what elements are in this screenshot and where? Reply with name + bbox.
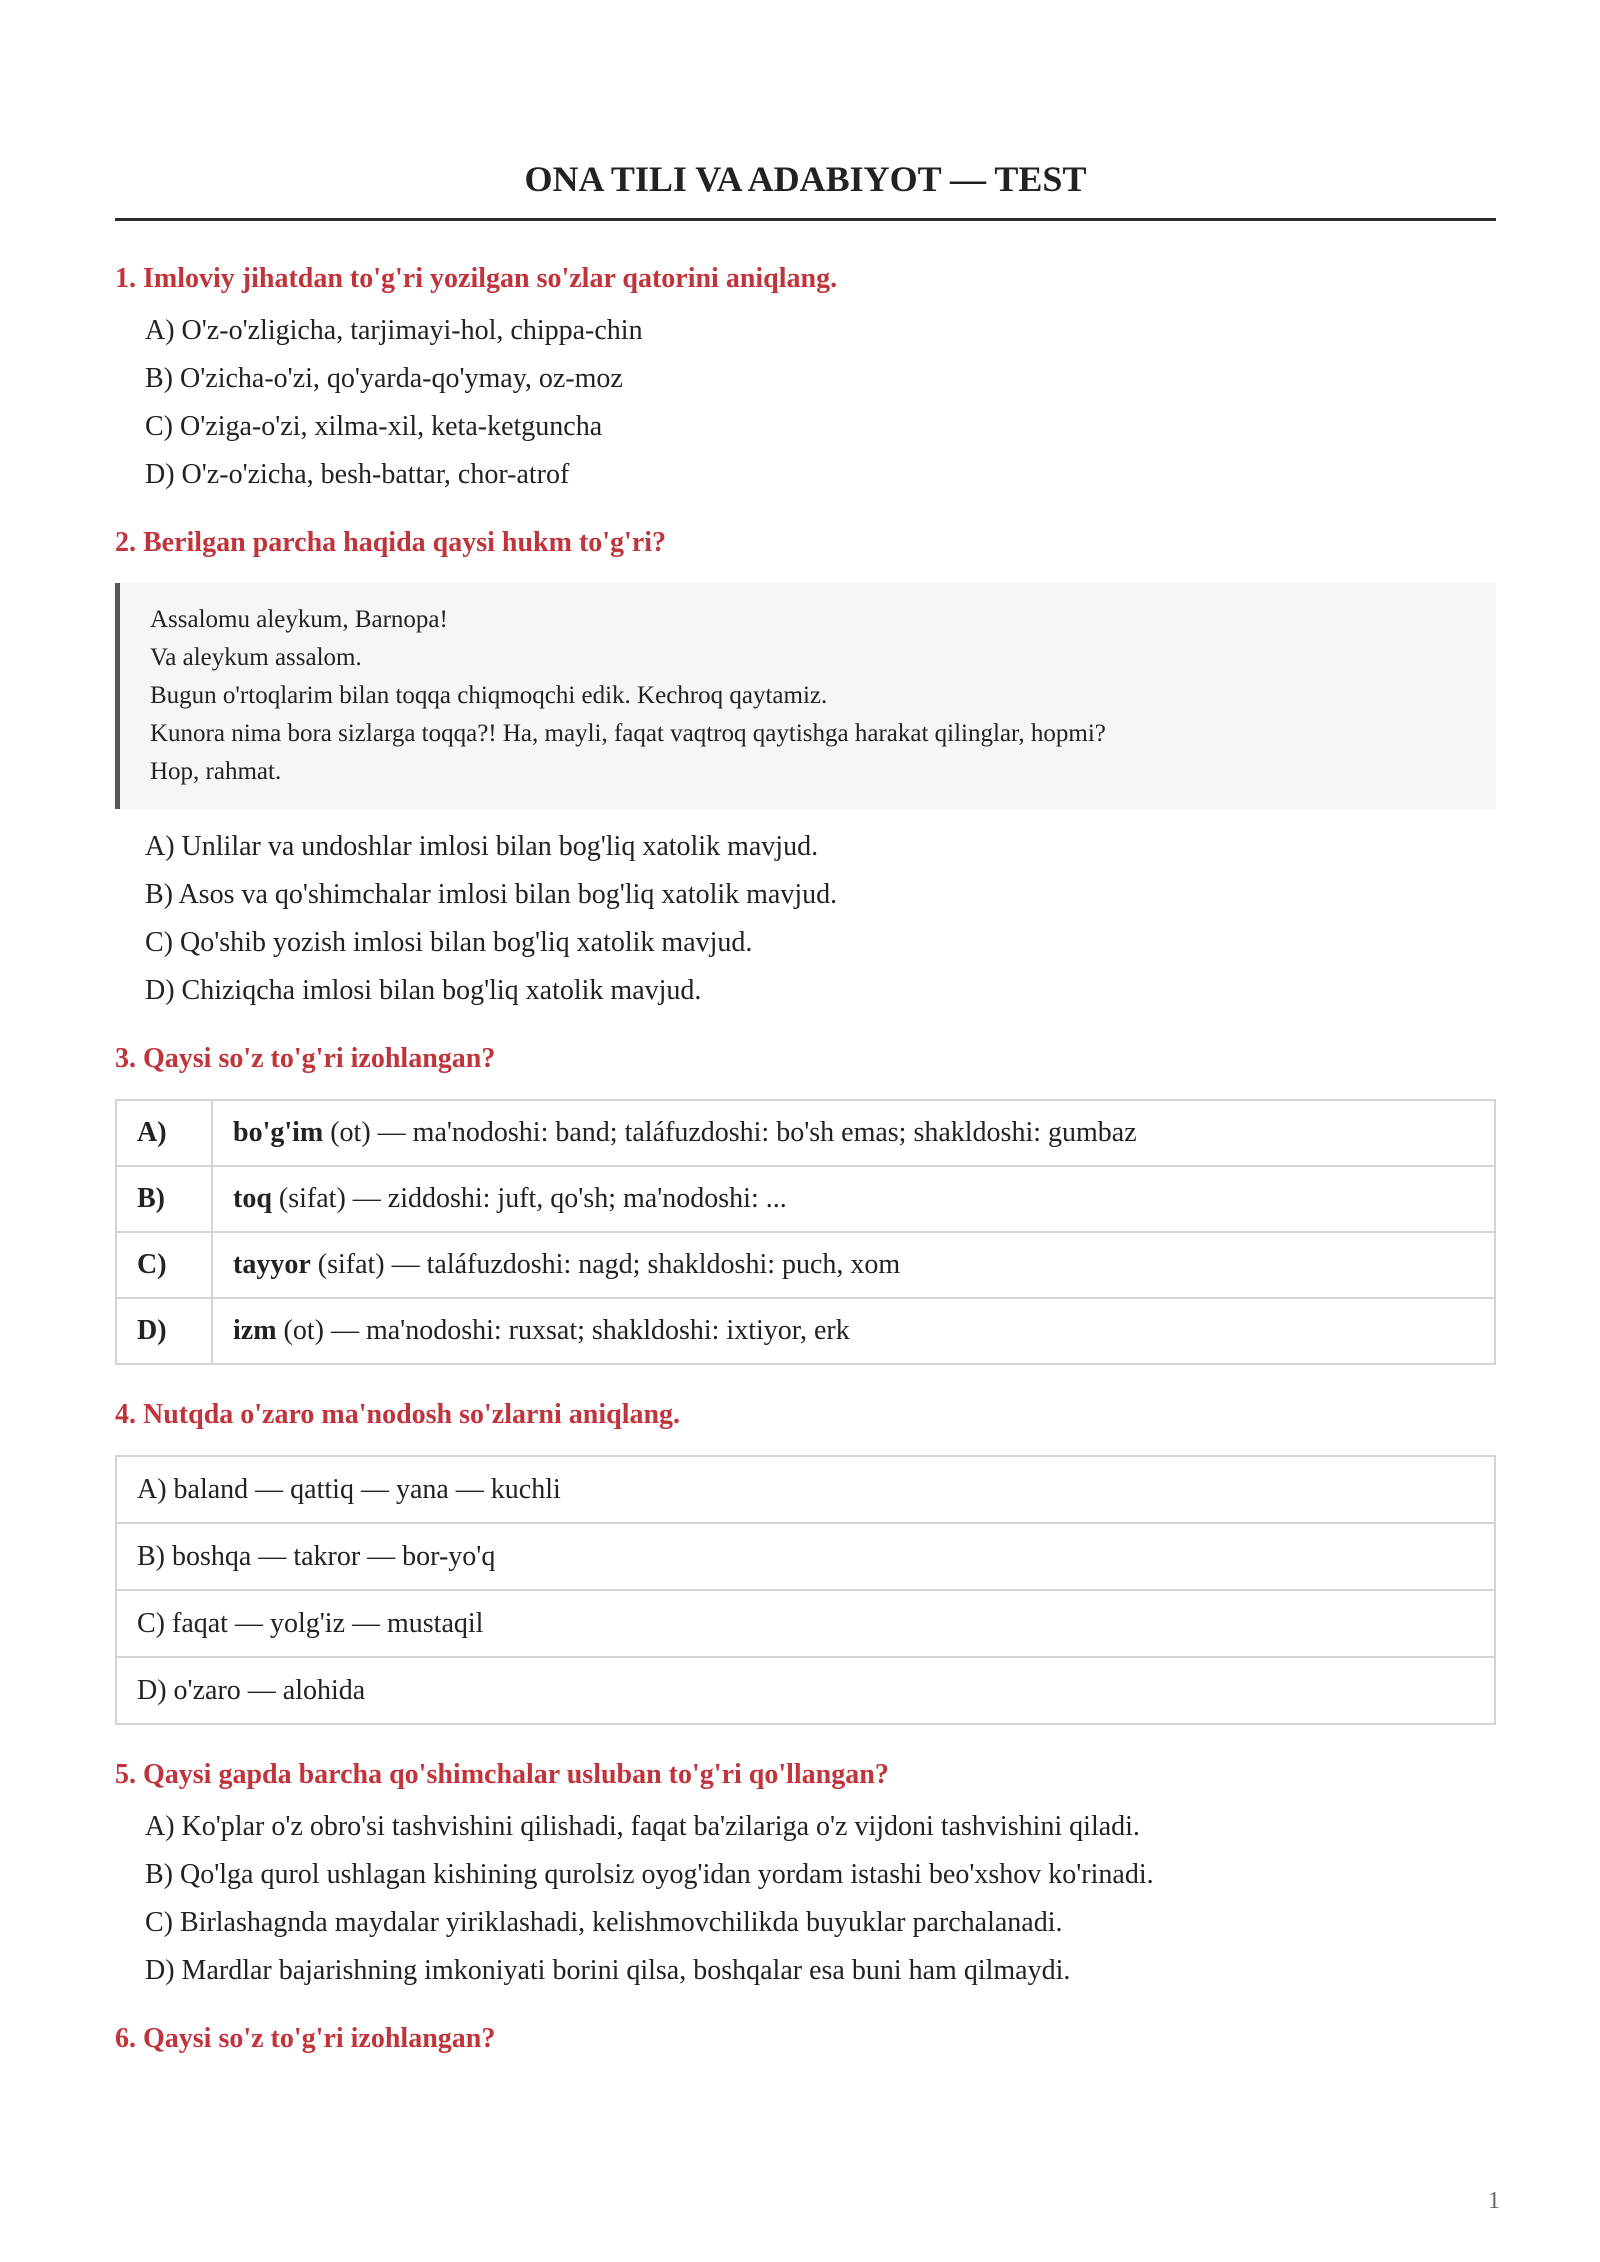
page-number: 1 xyxy=(1488,2188,1500,2214)
table-row[interactable] xyxy=(116,1657,1495,1724)
passage-line: Hop, rahmat. xyxy=(150,758,282,785)
definition: (sifat) — ziddoshi: juft, qo'sh; ma'nodoshi: ... xyxy=(271,1183,787,1214)
option-b[interactable]: B) O'zicha-o'zi, qo'yarda-qo'ymay, oz-moz xyxy=(145,363,623,394)
options-list xyxy=(115,1803,1496,1995)
definitions-table xyxy=(115,1099,1496,1365)
question-text: 4. Nutqda o'zaro ma'nodosh so'zlarni aniqlang. xyxy=(115,1399,681,1430)
option-d[interactable]: D) Chiziqcha imlosi bilan bog'liq xatolik mavjud. xyxy=(145,975,702,1006)
question-2 xyxy=(115,523,1496,1015)
definition: (ot) — ma'nodoshi: ruxsat; shakldoshi: ixtiyor, erk xyxy=(276,1315,850,1346)
option-a: A) baland — qattiq — yana — kuchli xyxy=(116,1456,1495,1523)
question-4 xyxy=(115,1395,1496,1725)
option-d[interactable]: D) Mardlar bajarishning imkoniyati borini qilsa, boshqalar esa buni ham qilmaydi. xyxy=(145,1955,1071,1986)
option-a[interactable]: A) Unlilar va undoshlar imlosi bilan bog'liq xatolik mavjud. xyxy=(145,831,819,862)
headword: bo'g'im xyxy=(233,1117,324,1148)
options-list xyxy=(115,823,1496,1015)
question-text: 5. Qaysi gapda barcha qo'shimchalar usluban to'g'ri qo'llangan? xyxy=(115,1759,889,1790)
option-b[interactable]: B) Qo'lga qurol ushlagan kishining qurolsiz oyog'idan yordam istashi beo'xshov ko'rinadi. xyxy=(145,1859,1154,1890)
table-row[interactable] xyxy=(116,1100,1495,1166)
passage-line: Kunora nima bora sizlarga toqqa?! Ha, mayli, faqat vaqtroq qaytishga harakat qilinglar, hopmi? xyxy=(150,720,1106,747)
table-row[interactable] xyxy=(116,1298,1495,1364)
question-1 xyxy=(115,259,1496,499)
option-letter: A) xyxy=(116,1100,212,1166)
passage-line: Bugun o'rtoqlarim bilan toqqa chiqmoqchi edik. Kechroq qaytamiz. xyxy=(150,682,828,709)
definition: (sifat) — taláfuzdoshi: nagd; shakldoshi: puch, xom xyxy=(310,1249,901,1280)
option-cell xyxy=(212,1298,1495,1364)
table-row[interactable] xyxy=(116,1590,1495,1657)
option-b[interactable]: B) Asos va qo'shimchalar imlosi bilan bog'liq xatolik mavjud. xyxy=(145,879,838,910)
headword: izm xyxy=(233,1315,277,1346)
passage-line: Assalomu aleykum, Barnopa! xyxy=(150,606,448,633)
passage-line: Va aleykum assalom. xyxy=(150,644,362,671)
test-page xyxy=(115,0,1496,2059)
headword: tayyor xyxy=(233,1249,311,1280)
options-list xyxy=(115,307,1496,499)
question-text: 1. Imloviy jihatdan to'g'ri yozilgan so'zlar qatorini aniqlang. xyxy=(115,263,838,294)
option-c[interactable]: C) Birlashagnda maydalar yiriklashadi, kelishmovchilikda buyuklar parchalanadi. xyxy=(145,1907,1063,1938)
option-letter: D) xyxy=(116,1298,212,1364)
option-cell xyxy=(212,1166,1495,1232)
dialogue-passage xyxy=(115,583,1496,809)
page-title: ONA TILI VA ADABIYOT — TEST xyxy=(115,0,1496,221)
definition: (ot) — ma'nodoshi: band; taláfuzdoshi: bo'sh emas; shakldoshi: gumbaz xyxy=(323,1117,1137,1148)
option-b: B) boshqa — takror — bor-yo'q xyxy=(116,1523,1495,1590)
option-c[interactable]: C) Qo'shib yozish imlosi bilan bog'liq xatolik mavjud. xyxy=(145,927,753,958)
question-text: 3. Qaysi so'z to'g'ri izohlangan? xyxy=(115,1043,496,1074)
question-3 xyxy=(115,1039,1496,1365)
question-text: 2. Berilgan parcha haqida qaysi hukm to'g'ri? xyxy=(115,527,667,558)
option-a[interactable]: A) Ko'plar o'z obro'si tashvishini qilishadi, faqat ba'zilariga o'z vijdoni tashvishini qiladi. xyxy=(145,1811,1140,1842)
option-c[interactable]: C) O'ziga-o'zi, xilma-xil, keta-ketguncha xyxy=(145,411,603,442)
question-text: 6. Qaysi so'z to'g'ri izohlangan? xyxy=(115,2023,496,2054)
option-cell xyxy=(212,1232,1495,1298)
headword: toq xyxy=(233,1183,272,1214)
option-d: D) o'zaro — alohida xyxy=(116,1657,1495,1724)
table-row[interactable] xyxy=(116,1456,1495,1523)
question-6 xyxy=(115,2019,1496,2059)
option-letter: B) xyxy=(116,1166,212,1232)
table-row[interactable] xyxy=(116,1166,1495,1232)
options-table xyxy=(115,1455,1496,1725)
option-a[interactable]: A) O'z-o'zligicha, tarjimayi-hol, chippa-chin xyxy=(145,315,643,346)
question-5 xyxy=(115,1755,1496,1995)
table-row[interactable] xyxy=(116,1232,1495,1298)
option-c: C) faqat — yolg'iz — mustaqil xyxy=(116,1590,1495,1657)
option-d[interactable]: D) O'z-o'zicha, besh-battar, chor-atrof xyxy=(145,459,570,490)
table-row[interactable] xyxy=(116,1523,1495,1590)
option-letter: C) xyxy=(116,1232,212,1298)
option-cell xyxy=(212,1100,1495,1166)
